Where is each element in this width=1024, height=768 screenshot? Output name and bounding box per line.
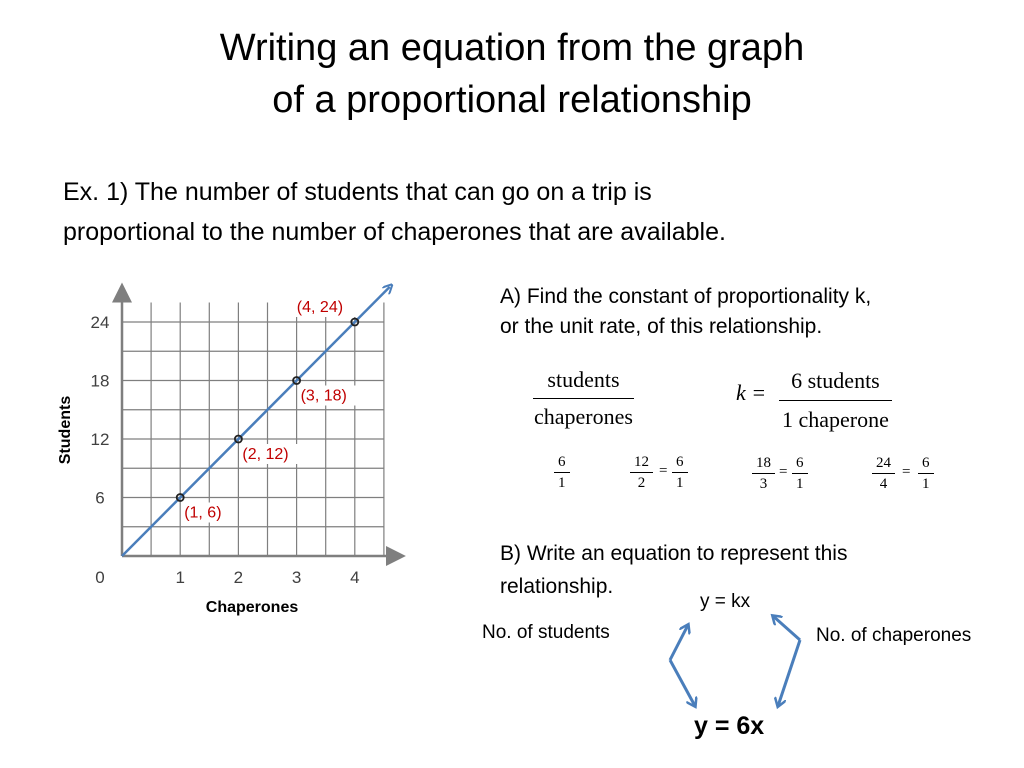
slide-title xyxy=(0,22,1024,126)
ratio-3-eq-den: 1 xyxy=(796,476,804,492)
y-axis-label: Students xyxy=(57,395,74,465)
ratio-1-fraction xyxy=(554,452,570,493)
ratio-numerator: students xyxy=(533,362,633,399)
k-numerator: 6 students xyxy=(779,362,892,401)
ratio-3-eq-num: 6 xyxy=(792,453,808,474)
x-axis-label: Chaperones xyxy=(205,599,299,616)
x-tick-label: 1 xyxy=(175,568,185,587)
ratio-2-fraction xyxy=(630,452,653,493)
part-a-line-1: A) Find the constant of proportionality k, xyxy=(500,285,872,308)
k-denominator: 1 chaperone xyxy=(782,407,889,432)
ratio-3-fraction xyxy=(752,453,775,494)
y-tick-label: 12 xyxy=(90,430,110,449)
chaperones-label: No. of chaperones xyxy=(816,625,972,646)
part-b-line-1: B) Write an equation to represent this xyxy=(500,542,848,565)
title-line-1: Writing an equation from the graph xyxy=(219,27,805,69)
ratio-3-num: 18 xyxy=(752,453,775,474)
x-tick-label: 0 xyxy=(95,568,105,587)
problem-statement xyxy=(63,172,963,252)
x-tick-label: 2 xyxy=(233,568,244,587)
ratio-4-num: 24 xyxy=(872,453,895,474)
general-equation: y = kx xyxy=(700,591,751,612)
ratio-1-den: 1 xyxy=(558,475,566,491)
students-label: No. of students xyxy=(482,622,610,643)
point-annotation: (2, 12) xyxy=(242,446,289,463)
ratio-1-num: 6 xyxy=(554,452,570,473)
point-annotation: (3, 18) xyxy=(300,387,347,405)
y-tick-label: 18 xyxy=(90,371,110,391)
ratio-2-simplified xyxy=(672,452,688,493)
ratio-fraction xyxy=(530,362,637,435)
ratio-3-simplified xyxy=(792,453,808,494)
left-arrow-up xyxy=(670,625,688,660)
right-arrow-up xyxy=(773,616,800,640)
part-a-question xyxy=(500,282,1000,342)
part-b-line-2: relationship. xyxy=(500,575,614,598)
ratio-2-eq-den: 1 xyxy=(676,475,684,491)
point-annotation: (1, 6) xyxy=(184,504,222,522)
right-arrow-down xyxy=(778,640,800,706)
title-line-2: of a proportional relationship xyxy=(272,79,752,121)
ratio-4-eq-num: 6 xyxy=(918,453,934,474)
ratio-3-equals: = xyxy=(779,464,788,480)
k-label: k = xyxy=(736,380,767,405)
ratio-denominator: chaperones xyxy=(534,404,633,429)
problem-line-2: proportional to the number of chaperones that are available. xyxy=(63,218,726,246)
ratio-2-equals: = xyxy=(659,463,668,479)
left-arrow-down xyxy=(670,660,695,706)
ratio-4-simplified xyxy=(918,453,934,494)
ratio-2-den: 2 xyxy=(637,475,646,491)
y-tick-label: 6 xyxy=(95,488,105,508)
x-tick-label: 3 xyxy=(291,568,302,587)
proportional-line xyxy=(122,287,390,556)
proportional-graph xyxy=(40,280,480,620)
y-tick-label: 24 xyxy=(90,313,110,332)
point-annotation: (4, 24) xyxy=(296,299,344,316)
final-equation: y = 6x xyxy=(694,712,765,740)
k-fraction xyxy=(778,362,893,439)
ratio-3-den: 3 xyxy=(759,476,768,492)
ratio-4-equals: = xyxy=(902,464,911,480)
ratio-4-den: 4 xyxy=(879,476,888,492)
problem-line-1: Ex. 1) The number of students that can go on a trip is xyxy=(63,178,652,206)
part-a-line-2: or the unit rate, of this relationship. xyxy=(500,315,823,338)
x-tick-label: 4 xyxy=(350,568,360,587)
ratio-2-num: 12 xyxy=(630,452,653,473)
ratio-2-eq-num: 6 xyxy=(672,452,688,473)
ratio-4-fraction xyxy=(872,453,895,494)
ratio-4-eq-den: 1 xyxy=(922,476,930,492)
